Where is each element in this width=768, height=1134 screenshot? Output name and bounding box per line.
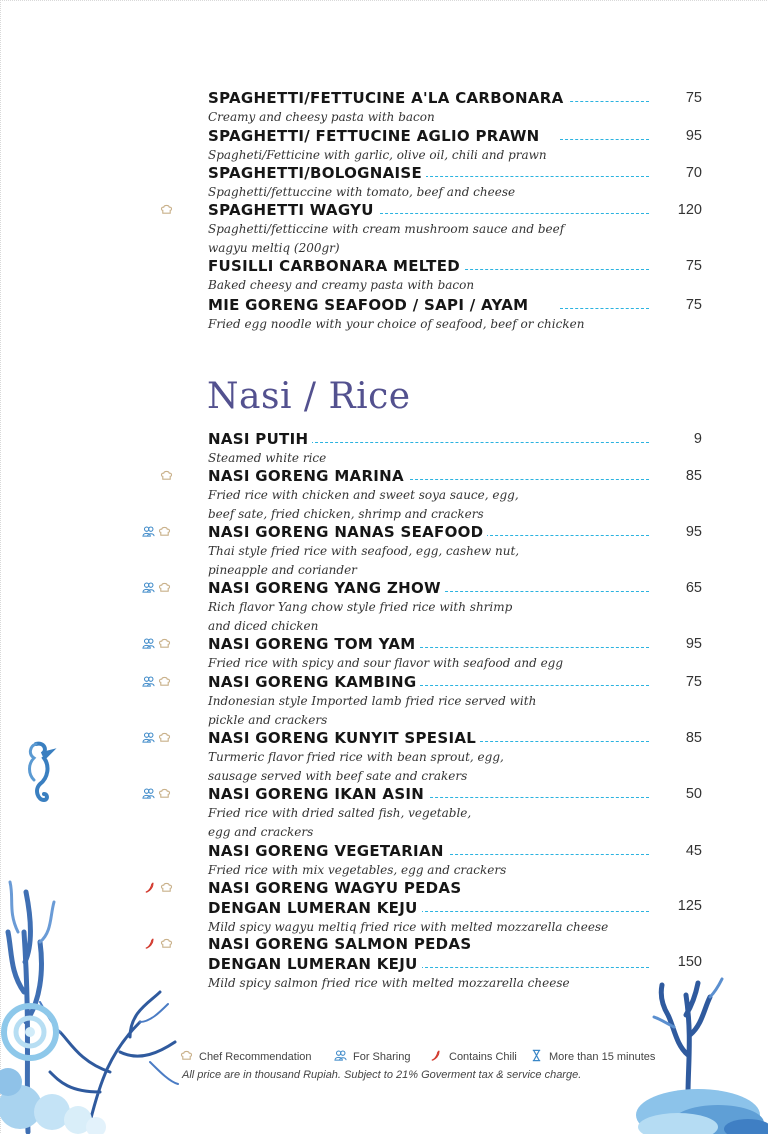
item-icons xyxy=(142,731,174,749)
item-name: NASI GORENG KAMBING xyxy=(208,672,420,692)
item-desc: Mild spicy wagyu meltiq fried rice with melted mozzarella cheese xyxy=(208,920,609,934)
item-price: 95 xyxy=(685,524,702,540)
menu-item-nasi-goreng-kunyit xyxy=(0,728,768,783)
item-desc: beef sate, fried chicken, shrimp and crackers xyxy=(208,506,484,521)
item-name: SPAGHETTI/BOLOGNAISE xyxy=(208,163,426,183)
dot-leader xyxy=(420,967,649,968)
item-desc: Creamy and cheesy pasta with bacon xyxy=(208,110,435,124)
item-name: NASI PUTIH xyxy=(208,429,312,449)
item-icons xyxy=(142,675,174,693)
sharing-icon xyxy=(142,637,155,650)
legend-chef-label: Chef Recommendation xyxy=(199,1051,312,1063)
menu-item-carbonara xyxy=(0,88,768,124)
chili-icon xyxy=(430,1049,443,1062)
item-price: 45 xyxy=(685,843,702,859)
section-title-rice: Nasi / Rice xyxy=(207,376,411,417)
item-desc: Thai style fried rice with seafood, egg, cashew nut, xyxy=(208,544,520,558)
item-name: NASI GORENG KUNYIT SPESIAL xyxy=(208,728,480,748)
dot-leader xyxy=(415,685,649,686)
chef-icon xyxy=(158,525,171,538)
chef-icon xyxy=(158,731,171,744)
item-name: SPAGHETTI WAGYU xyxy=(208,200,378,220)
item-name-line2: DENGAN LUMERAN KEJU xyxy=(208,954,422,974)
item-icons xyxy=(160,203,176,221)
legend-chili xyxy=(430,1049,517,1063)
dot-leader xyxy=(455,269,649,270)
item-desc: Fried rice with mix vegetables, egg and crackers xyxy=(208,863,507,877)
item-name: FUSILLI CARBONARA MELTED xyxy=(208,256,464,276)
item-name: NASI GORENG MARINA xyxy=(208,466,408,486)
item-desc: and diced chicken xyxy=(208,618,319,633)
menu-item-bolognaise xyxy=(0,163,768,199)
menu-item-nasi-goreng-kambing xyxy=(0,672,768,727)
item-price: 75 xyxy=(685,90,702,106)
menu-item-nasi-goreng-yang-zhow xyxy=(0,578,768,633)
item-name: NASI GORENG TOM YAM xyxy=(208,634,420,654)
legend-chili-label: Contains Chili xyxy=(449,1051,517,1063)
item-desc: pickle and crackers xyxy=(208,712,328,727)
menu-item-nasi-goreng-vegetarian xyxy=(0,841,768,877)
chef-icon xyxy=(158,787,171,800)
item-price: 65 xyxy=(685,580,702,596)
dot-leader xyxy=(445,854,649,855)
item-desc: Fried egg noodle with your choice of seafood, beef or chicken xyxy=(208,317,585,331)
dot-leader xyxy=(560,101,649,102)
dot-leader xyxy=(375,213,649,214)
dot-leader xyxy=(475,741,649,742)
menu-item-aglio-prawn xyxy=(0,126,768,162)
item-desc: Spaghetti/fettuccine with tomato, beef and cheese xyxy=(208,185,516,199)
item-desc: Spaghetti/fetticcine with cream mushroom sauce and beef xyxy=(208,222,565,236)
menu-item-nasi-goreng-marina xyxy=(0,466,768,521)
item-desc: Fried rice with dried salted fish, vegetable, xyxy=(208,806,472,820)
sharing-icon xyxy=(142,731,155,744)
item-name: NASI GORENG SALMON PEDAS xyxy=(208,934,475,954)
item-name: MIE GORENG SEAFOOD / SAPI / AYAM xyxy=(208,295,532,315)
dot-leader xyxy=(485,535,649,536)
item-desc: sausage served with beef sate and crakers xyxy=(208,768,468,783)
item-icons xyxy=(142,525,174,543)
dot-leader xyxy=(410,647,649,648)
item-price: 9 xyxy=(693,431,702,447)
item-name: NASI GORENG YANG ZHOW xyxy=(208,578,445,598)
item-icons xyxy=(142,637,174,655)
dot-leader xyxy=(420,911,649,912)
menu-item-nasi-putih xyxy=(0,429,768,465)
sharing-icon xyxy=(334,1049,347,1062)
item-price: 75 xyxy=(685,258,702,274)
item-name: NASI GORENG NANAS SEAFOOD xyxy=(208,522,487,542)
item-price: 125 xyxy=(677,898,702,914)
legend-sharing xyxy=(334,1049,410,1063)
item-price: 95 xyxy=(685,636,702,652)
item-desc: Turmeric flavor fried rice with bean sprout, egg, xyxy=(208,750,504,764)
menu-item-spaghetti-wagyu xyxy=(0,200,768,255)
item-desc: Fried rice with chicken and sweet soya sauce, egg, xyxy=(208,488,519,502)
menu-item-nasi-goreng-ikan-asin xyxy=(0,784,768,839)
item-name: NASI GORENG WAGYU PEDAS xyxy=(208,878,465,898)
item-price: 150 xyxy=(677,954,702,970)
item-desc: Steamed white rice xyxy=(208,451,327,465)
item-name: NASI GORENG IKAN ASIN xyxy=(208,784,428,804)
item-desc: Fried rice with spicy and sour flavor with seafood and egg xyxy=(208,656,564,670)
item-price: 70 xyxy=(685,165,702,181)
item-price: 75 xyxy=(685,674,702,690)
item-name: NASI GORENG VEGETARIAN xyxy=(208,841,448,861)
sharing-icon xyxy=(142,675,155,688)
item-name: SPAGHETTI/FETTUCINE A'LA CARBONARA xyxy=(208,88,568,108)
dot-leader xyxy=(560,308,649,309)
chef-icon xyxy=(160,203,173,216)
chef-icon xyxy=(158,675,171,688)
menu-item-fusilli xyxy=(0,256,768,292)
item-price: 120 xyxy=(677,202,702,218)
chef-icon xyxy=(158,581,171,594)
item-desc: Baked cheesy and creamy pasta with bacon xyxy=(208,278,475,292)
menu-item-mie-goreng xyxy=(0,295,768,331)
item-icons xyxy=(160,469,176,487)
sharing-icon xyxy=(142,787,155,800)
item-desc: Mild spicy salmon fried rice with melted mozzarella cheese xyxy=(208,976,570,990)
item-name-line2: DENGAN LUMERAN KEJU xyxy=(208,898,422,918)
chef-icon xyxy=(160,469,173,482)
item-price: 75 xyxy=(685,297,702,313)
chef-icon xyxy=(180,1049,193,1062)
dot-leader xyxy=(420,797,649,798)
item-price: 95 xyxy=(685,128,702,144)
item-price: 85 xyxy=(685,468,702,484)
item-desc: egg and crackers xyxy=(208,824,314,839)
dot-leader xyxy=(440,591,649,592)
menu-item-nasi-goreng-tom-yam xyxy=(0,634,768,670)
price-footnote: All price are in thousand Rupiah. Subject to 21% Goverment tax & service charge. xyxy=(182,1069,582,1081)
legend xyxy=(180,1049,660,1067)
dot-leader xyxy=(560,139,649,140)
legend-time-label: More than 15 minutes xyxy=(549,1051,656,1063)
item-icons xyxy=(142,581,174,599)
sharing-icon xyxy=(142,525,155,538)
item-price: 50 xyxy=(685,786,702,802)
dot-leader xyxy=(405,479,649,480)
item-desc: Rich flavor Yang chow style fried rice with shrimp xyxy=(208,600,513,614)
item-name: SPAGHETTI/ FETTUCINE AGLIO PRAWN xyxy=(208,126,544,146)
legend-chef xyxy=(180,1049,312,1063)
item-price: 85 xyxy=(685,730,702,746)
coral-illustration-right xyxy=(618,975,768,1134)
hourglass-icon xyxy=(530,1049,543,1062)
seahorse-illustration xyxy=(14,738,58,812)
dot-leader xyxy=(420,176,649,177)
menu-item-nasi-goreng-nanas xyxy=(0,522,768,577)
legend-sharing-label: For Sharing xyxy=(353,1051,411,1063)
item-desc: Indonesian style Imported lamb fried rice served with xyxy=(208,694,537,708)
item-desc: pineapple and coriander xyxy=(208,562,357,577)
item-desc: wagyu meltiq (200gr) xyxy=(208,240,340,255)
chef-icon xyxy=(158,637,171,650)
sharing-icon xyxy=(142,581,155,594)
coral-illustration-left xyxy=(0,872,180,1134)
item-icons xyxy=(142,787,174,805)
dot-leader xyxy=(305,442,649,443)
item-desc: Spagheti/Fetticine with garlic, olive oil, chili and prawn xyxy=(208,148,547,162)
